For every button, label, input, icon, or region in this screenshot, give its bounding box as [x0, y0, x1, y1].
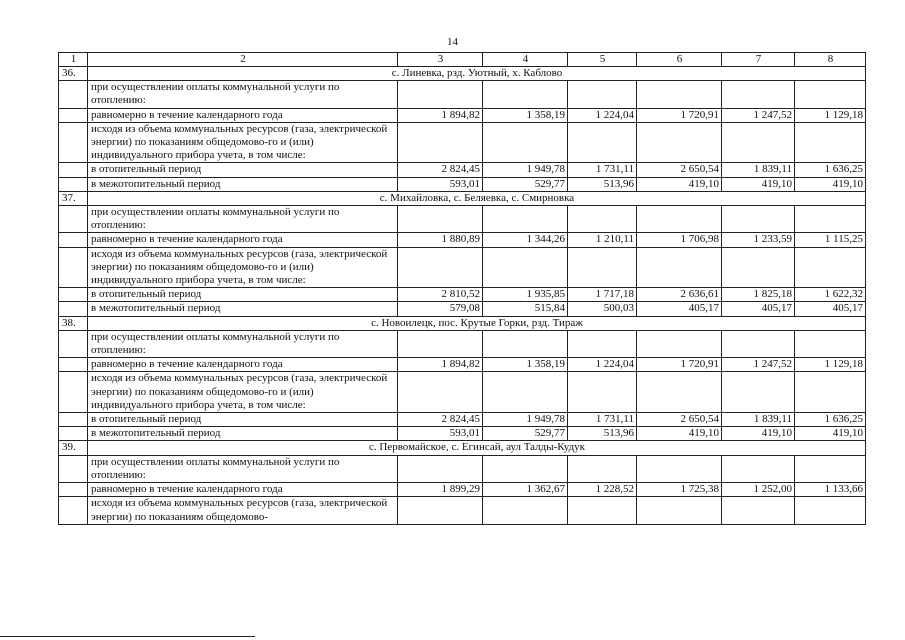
value-cell: 419,10 — [795, 177, 866, 191]
section-location: с. Михайловка, с. Беляевка, с. Смирновка — [88, 191, 866, 205]
value-cell: 1 247,52 — [722, 358, 795, 372]
value-cell — [483, 330, 568, 357]
value-cell — [483, 122, 568, 163]
table-row — [59, 163, 866, 177]
row-description: в отопительный период — [88, 413, 398, 427]
empty-index-cell — [59, 302, 88, 316]
value-cell — [568, 81, 637, 108]
value-cell — [795, 206, 866, 233]
column-header: 2 — [88, 53, 398, 67]
value-cell — [637, 247, 722, 288]
table-row — [59, 358, 866, 372]
section-index: 39. — [59, 441, 88, 455]
value-cell — [722, 81, 795, 108]
value-cell: 405,17 — [795, 302, 866, 316]
row-description: в межотопительный период — [88, 427, 398, 441]
value-cell — [637, 81, 722, 108]
value-cell: 1 115,25 — [795, 233, 866, 247]
value-cell: 1 344,26 — [483, 233, 568, 247]
value-cell: 500,03 — [568, 302, 637, 316]
value-cell: 1 210,11 — [568, 233, 637, 247]
value-cell: 1 949,78 — [483, 413, 568, 427]
value-cell: 513,96 — [568, 427, 637, 441]
empty-index-cell — [59, 372, 88, 413]
value-cell — [795, 372, 866, 413]
section-row — [59, 441, 866, 455]
column-header: 4 — [483, 53, 568, 67]
value-cell: 1 636,25 — [795, 413, 866, 427]
section-index: 36. — [59, 67, 88, 81]
value-cell: 1 706,98 — [637, 233, 722, 247]
value-cell: 1 935,85 — [483, 288, 568, 302]
value-cell — [722, 206, 795, 233]
value-cell: 1 224,04 — [568, 358, 637, 372]
value-cell — [483, 81, 568, 108]
value-cell — [568, 122, 637, 163]
value-cell: 1 636,25 — [795, 163, 866, 177]
value-cell — [398, 247, 483, 288]
section-row — [59, 191, 866, 205]
row-description: исходя из объема коммунальных ресурсов (газа, электрической энергии) по показаниям общедомово-го и (или) индивидуального прибора учета, в том числе: — [88, 372, 398, 413]
value-cell — [795, 81, 866, 108]
value-cell: 1 233,59 — [722, 233, 795, 247]
column-header: 8 — [795, 53, 866, 67]
empty-index-cell — [59, 247, 88, 288]
empty-index-cell — [59, 330, 88, 357]
column-header: 7 — [722, 53, 795, 67]
value-cell — [722, 122, 795, 163]
table-row — [59, 177, 866, 191]
value-cell — [722, 372, 795, 413]
value-cell — [795, 497, 866, 524]
empty-index-cell — [59, 81, 88, 108]
row-description: равномерно в течение календарного года — [88, 108, 398, 122]
empty-index-cell — [59, 455, 88, 482]
value-cell — [398, 81, 483, 108]
value-cell — [795, 247, 866, 288]
value-cell: 1 133,66 — [795, 483, 866, 497]
table-row — [59, 206, 866, 233]
section-location: с. Первомайское, с. Егинсай, аул Талды-Кудук — [88, 441, 866, 455]
empty-index-cell — [59, 122, 88, 163]
section-row — [59, 67, 866, 81]
empty-index-cell — [59, 427, 88, 441]
value-cell: 1 129,18 — [795, 108, 866, 122]
value-cell — [795, 122, 866, 163]
value-cell — [795, 330, 866, 357]
value-cell: 419,10 — [637, 427, 722, 441]
row-description: исходя из объема коммунальных ресурсов (газа, электрической энергии) по показаниям общедомово- — [88, 497, 398, 524]
value-cell: 1 894,82 — [398, 108, 483, 122]
row-description: равномерно в течение календарного года — [88, 358, 398, 372]
value-cell — [637, 455, 722, 482]
table-row — [59, 372, 866, 413]
value-cell: 2 824,45 — [398, 163, 483, 177]
value-cell: 2 650,54 — [637, 163, 722, 177]
empty-index-cell — [59, 413, 88, 427]
row-description: равномерно в течение календарного года — [88, 233, 398, 247]
value-cell: 405,17 — [637, 302, 722, 316]
value-cell — [722, 497, 795, 524]
table-row — [59, 108, 866, 122]
value-cell — [722, 455, 795, 482]
value-cell: 1 899,29 — [398, 483, 483, 497]
value-cell: 529,77 — [483, 177, 568, 191]
empty-index-cell — [59, 177, 88, 191]
value-cell — [722, 330, 795, 357]
value-cell: 593,01 — [398, 427, 483, 441]
value-cell: 1 717,18 — [568, 288, 637, 302]
value-cell — [568, 455, 637, 482]
value-cell — [637, 372, 722, 413]
row-description: при осуществлении оплаты коммунальной услуги по отоплению: — [88, 81, 398, 108]
value-cell — [568, 247, 637, 288]
value-cell: 1 720,91 — [637, 108, 722, 122]
value-cell: 419,10 — [722, 177, 795, 191]
empty-index-cell — [59, 163, 88, 177]
table-row — [59, 233, 866, 247]
row-description: исходя из объема коммунальных ресурсов (газа, электрической энергии) по показаниям общедомово-го и (или) индивидуального прибора учета, в том числе: — [88, 247, 398, 288]
value-cell: 2 810,52 — [398, 288, 483, 302]
value-cell — [398, 497, 483, 524]
value-cell: 1 252,00 — [722, 483, 795, 497]
value-cell — [483, 372, 568, 413]
value-cell: 1 224,04 — [568, 108, 637, 122]
value-cell — [568, 330, 637, 357]
table-row — [59, 330, 866, 357]
value-cell: 2 824,45 — [398, 413, 483, 427]
table-row — [59, 455, 866, 482]
value-cell — [398, 206, 483, 233]
table-row — [59, 247, 866, 288]
value-cell — [637, 497, 722, 524]
table-row — [59, 413, 866, 427]
value-cell: 1 839,11 — [722, 413, 795, 427]
value-cell: 419,10 — [722, 427, 795, 441]
empty-index-cell — [59, 483, 88, 497]
value-cell: 2 650,54 — [637, 413, 722, 427]
row-description: равномерно в течение календарного года — [88, 483, 398, 497]
column-header: 3 — [398, 53, 483, 67]
value-cell — [568, 206, 637, 233]
value-cell — [637, 330, 722, 357]
value-cell — [483, 455, 568, 482]
value-cell: 1 358,19 — [483, 108, 568, 122]
page-number: 14 — [447, 36, 458, 48]
value-cell: 1 362,67 — [483, 483, 568, 497]
empty-index-cell — [59, 206, 88, 233]
empty-index-cell — [59, 288, 88, 302]
table-row — [59, 497, 866, 524]
table-row — [59, 81, 866, 108]
value-cell — [483, 497, 568, 524]
value-cell: 1 839,11 — [722, 163, 795, 177]
table-header-row — [59, 53, 866, 67]
footnote-rule — [0, 636, 255, 637]
tariff-table — [58, 52, 866, 525]
value-cell: 515,84 — [483, 302, 568, 316]
empty-index-cell — [59, 108, 88, 122]
value-cell — [398, 455, 483, 482]
value-cell: 1 622,32 — [795, 288, 866, 302]
empty-index-cell — [59, 497, 88, 524]
value-cell: 1 949,78 — [483, 163, 568, 177]
value-cell: 1 720,91 — [637, 358, 722, 372]
value-cell: 1 247,52 — [722, 108, 795, 122]
value-cell: 419,10 — [637, 177, 722, 191]
row-description: в отопительный период — [88, 163, 398, 177]
row-description: при осуществлении оплаты коммунальной услуги по отоплению: — [88, 206, 398, 233]
value-cell: 513,96 — [568, 177, 637, 191]
value-cell — [637, 122, 722, 163]
section-row — [59, 316, 866, 330]
value-cell — [568, 497, 637, 524]
value-cell: 1 894,82 — [398, 358, 483, 372]
column-header: 1 — [59, 53, 88, 67]
value-cell — [722, 247, 795, 288]
value-cell — [637, 206, 722, 233]
table-row — [59, 302, 866, 316]
row-description: в отопительный период — [88, 288, 398, 302]
value-cell — [568, 372, 637, 413]
column-header: 5 — [568, 53, 637, 67]
value-cell: 529,77 — [483, 427, 568, 441]
value-cell: 1 825,18 — [722, 288, 795, 302]
table-row — [59, 483, 866, 497]
row-description: в межотопительный период — [88, 302, 398, 316]
value-cell: 1 129,18 — [795, 358, 866, 372]
value-cell: 1 731,11 — [568, 163, 637, 177]
row-description: при осуществлении оплаты коммунальной услуги по отоплению: — [88, 455, 398, 482]
table-row — [59, 122, 866, 163]
value-cell: 1 358,19 — [483, 358, 568, 372]
value-cell: 1 725,38 — [637, 483, 722, 497]
value-cell: 1 731,11 — [568, 413, 637, 427]
table-row — [59, 427, 866, 441]
value-cell — [398, 372, 483, 413]
empty-index-cell — [59, 233, 88, 247]
value-cell — [483, 247, 568, 288]
value-cell — [398, 122, 483, 163]
value-cell: 405,17 — [722, 302, 795, 316]
section-location: с. Новоилецк, пос. Крутые Горки, рзд. Тираж — [88, 316, 866, 330]
section-index: 37. — [59, 191, 88, 205]
value-cell — [795, 455, 866, 482]
value-cell: 2 636,61 — [637, 288, 722, 302]
value-cell: 579,08 — [398, 302, 483, 316]
value-cell: 1 880,89 — [398, 233, 483, 247]
value-cell — [398, 330, 483, 357]
empty-index-cell — [59, 358, 88, 372]
value-cell: 593,01 — [398, 177, 483, 191]
row-description: исходя из объема коммунальных ресурсов (газа, электрической энергии) по показаниям общедомово-го и (или) индивидуального прибора учета, в том числе: — [88, 122, 398, 163]
table-row — [59, 288, 866, 302]
section-index: 38. — [59, 316, 88, 330]
row-description: в межотопительный период — [88, 177, 398, 191]
column-header: 6 — [637, 53, 722, 67]
row-description: при осуществлении оплаты коммунальной услуги по отоплению: — [88, 330, 398, 357]
value-cell: 419,10 — [795, 427, 866, 441]
section-location: с. Линевка, рзд. Уютный, х. Каблово — [88, 67, 866, 81]
value-cell: 1 228,52 — [568, 483, 637, 497]
value-cell — [483, 206, 568, 233]
